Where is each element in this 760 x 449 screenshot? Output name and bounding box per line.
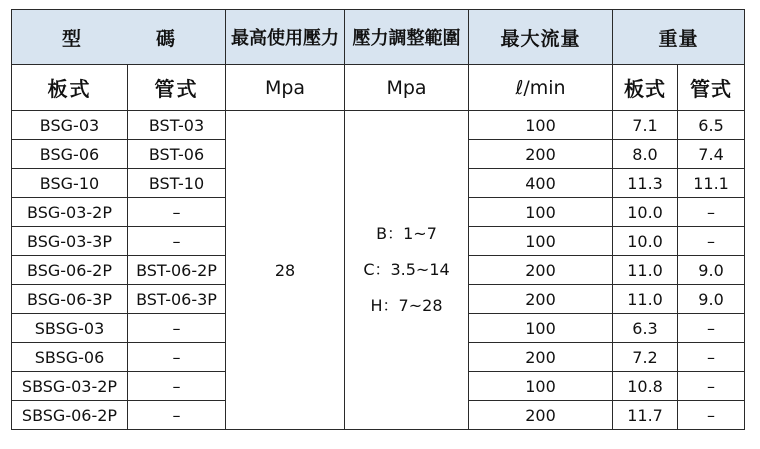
max-flow-cell: 100 — [469, 111, 613, 140]
max-flow-header: 最大流量 — [469, 10, 613, 65]
max-flow-cell: 100 — [469, 314, 613, 343]
weight-plate-cell: 11.7 — [613, 401, 678, 430]
plate-model-cell: SBSG-03-2P — [12, 372, 128, 401]
plate-type-header: 板式 — [12, 65, 128, 111]
plate-model-cell: BSG-03-2P — [12, 198, 128, 227]
plate-model-cell: BSG-03 — [12, 111, 128, 140]
pipe-model-cell: – — [128, 372, 226, 401]
pipe-model-cell: – — [128, 401, 226, 430]
pipe-model-cell: BST-06-3P — [128, 285, 226, 314]
weight-header: 重量 — [613, 10, 745, 65]
max-pressure-value: 28 — [226, 111, 345, 430]
weight-plate-cell: 10.0 — [613, 198, 678, 227]
weight-pipe-cell: – — [678, 401, 745, 430]
plate-model-cell: BSG-06 — [12, 140, 128, 169]
weight-pipe-header: 管式 — [678, 65, 745, 111]
weight-pipe-cell: 11.1 — [678, 169, 745, 198]
max-pressure-header: 最高使用壓力 — [226, 10, 345, 65]
weight-pipe-cell: 9.0 — [678, 256, 745, 285]
weight-plate-cell: 7.2 — [613, 343, 678, 372]
pipe-model-cell: BST-03 — [128, 111, 226, 140]
pipe-model-cell: BST-10 — [128, 169, 226, 198]
plate-model-cell: BSG-03-3P — [12, 227, 128, 256]
pressure-range-header: 壓力調整範圍 — [345, 10, 469, 65]
weight-pipe-cell: 7.4 — [678, 140, 745, 169]
pressure-unit: Mpa — [226, 65, 345, 111]
pipe-model-cell: – — [128, 343, 226, 372]
plate-model-cell: SBSG-06-2P — [12, 401, 128, 430]
weight-plate-cell: 10.0 — [613, 227, 678, 256]
pressure-range-cell — [345, 111, 469, 430]
weight-plate-cell: 11.0 — [613, 256, 678, 285]
pipe-type-header: 管式 — [128, 65, 226, 111]
pipe-model-cell: – — [128, 314, 226, 343]
weight-plate-cell: 6.3 — [613, 314, 678, 343]
range-unit: Mpa — [345, 65, 469, 111]
pipe-model-cell: – — [128, 227, 226, 256]
plate-model-cell: BSG-10 — [12, 169, 128, 198]
pipe-model-cell: BST-06-2P — [128, 256, 226, 285]
weight-pipe-cell: – — [678, 343, 745, 372]
spec-table — [11, 9, 745, 430]
weight-pipe-cell: 9.0 — [678, 285, 745, 314]
weight-pipe-cell: 6.5 — [678, 111, 745, 140]
pipe-model-cell: – — [128, 198, 226, 227]
weight-plate-cell: 10.8 — [613, 372, 678, 401]
weight-plate-cell: 11.3 — [613, 169, 678, 198]
weight-pipe-cell: – — [678, 227, 745, 256]
weight-plate-cell: 11.0 — [613, 285, 678, 314]
pressure-range-line: B：1~7 — [376, 224, 437, 243]
pressure-range-line: C：3.5~14 — [363, 260, 450, 279]
pressure-range-line: H：7~28 — [370, 296, 443, 315]
max-flow-cell: 200 — [469, 140, 613, 169]
max-flow-cell: 200 — [469, 256, 613, 285]
max-flow-cell: 400 — [469, 169, 613, 198]
weight-pipe-cell: – — [678, 198, 745, 227]
weight-plate-cell: 8.0 — [613, 140, 678, 169]
pipe-model-cell: BST-06 — [128, 140, 226, 169]
header-row-2 — [12, 65, 745, 111]
plate-model-cell: BSG-06-3P — [12, 285, 128, 314]
flow-unit: ℓ/min — [469, 65, 613, 111]
weight-plate-header: 板式 — [613, 65, 678, 111]
plate-model-cell: SBSG-03 — [12, 314, 128, 343]
max-flow-cell: 200 — [469, 343, 613, 372]
table-row — [12, 111, 745, 140]
plate-model-cell: BSG-06-2P — [12, 256, 128, 285]
max-flow-cell: 200 — [469, 401, 613, 430]
max-flow-cell: 100 — [469, 227, 613, 256]
weight-pipe-cell: – — [678, 314, 745, 343]
header-row-1 — [12, 10, 745, 65]
model-group-header: 型 碼 — [12, 10, 226, 65]
weight-pipe-cell: – — [678, 372, 745, 401]
max-flow-cell: 100 — [469, 372, 613, 401]
plate-model-cell: SBSG-06 — [12, 343, 128, 372]
max-flow-cell: 100 — [469, 198, 613, 227]
weight-plate-cell: 7.1 — [613, 111, 678, 140]
max-flow-cell: 200 — [469, 285, 613, 314]
